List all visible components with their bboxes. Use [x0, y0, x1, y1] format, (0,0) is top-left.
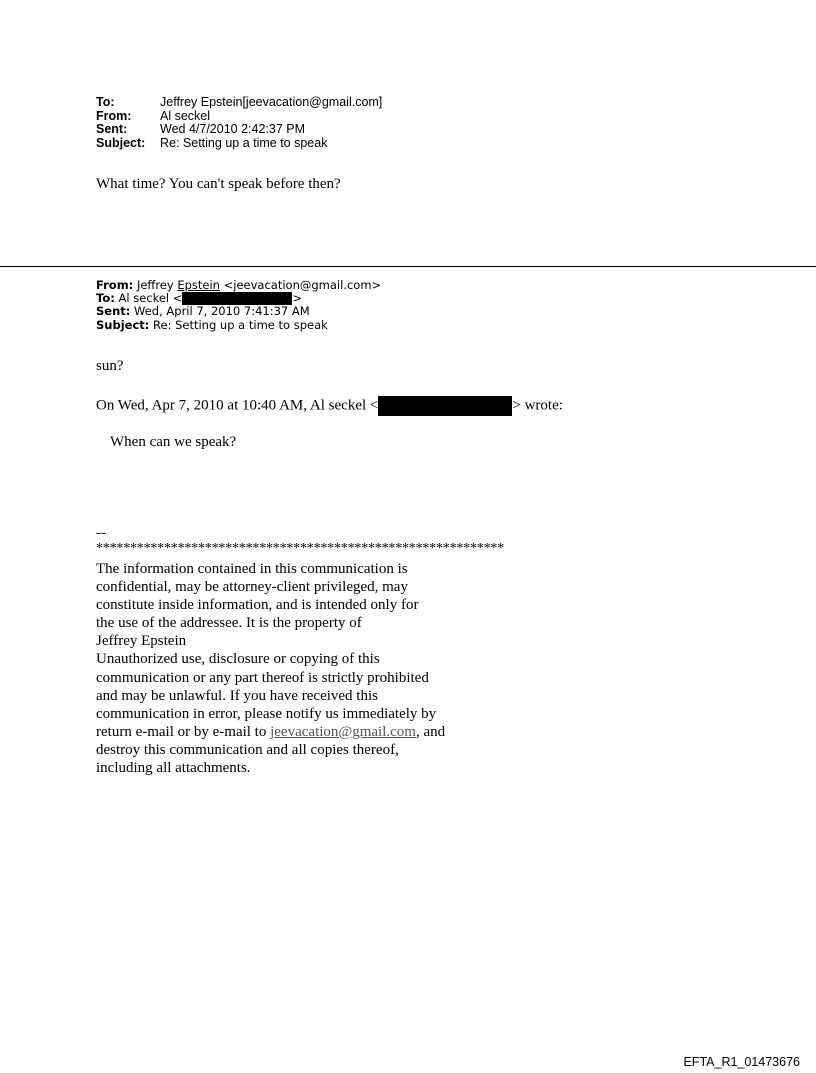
quoted-text: When can we speak? — [110, 434, 237, 450]
quote-intro: On Wed, Apr 7, 2010 at 10:40 AM, Al seckel < — [96, 397, 379, 414]
to-row — [96, 96, 382, 110]
divider-line — [0, 266, 816, 267]
document-id: EFTA_R1_01473676 — [683, 1055, 800, 1069]
sig-dashes: -- — [96, 525, 106, 541]
redaction-block — [378, 396, 512, 416]
fwd-subject-label: Subject: — [96, 317, 150, 332]
fwd-to-value: Al seckel < — [118, 291, 183, 306]
fwd-subject-row — [96, 319, 381, 332]
subject-label: Subject: — [96, 135, 146, 150]
subject-value: Re: Setting up a time to speak — [160, 135, 328, 150]
fwd-sent-label: Sent: — [96, 304, 131, 319]
from-label: From: — [96, 108, 132, 123]
fwd-sent-value: Wed, April 7, 2010 7:41:37 AM — [134, 304, 310, 319]
quote-wrote: > wrote: — [512, 397, 563, 414]
fwd-to-label: To: — [96, 291, 115, 306]
fwd-from-label: From: — [96, 278, 134, 292]
body-sun: sun? — [96, 358, 124, 374]
to-label: To: — [96, 95, 115, 109]
disclaimer-line: constitute inside information, and is intended only for — [96, 597, 419, 614]
reply-body: What time? You can't speak before then? — [96, 176, 341, 192]
to-value: Jeffrey Epstein[jeevacation@gmail.com] — [160, 95, 383, 109]
disclaimer-line: communication in error, please notify us immediately by — [96, 705, 437, 722]
disclaimer-line: including all attachments. — [96, 760, 251, 777]
from-row — [96, 110, 382, 124]
forwarded-header — [96, 279, 381, 332]
disclaimer-line: communication or any part thereof is strictly prohibited — [96, 669, 429, 686]
disclaimer-line: the use of the addressee. It is the property of — [96, 615, 362, 632]
email-link[interactable]: jeevacation@gmail.com — [270, 723, 416, 740]
disclaimer-return-line — [96, 723, 445, 741]
disclaimer-line: and may be unlawful. If you have received this — [96, 687, 378, 704]
disclaimer-line: Jeffrey Epstein — [96, 633, 187, 650]
fwd-to-suffix: > — [292, 291, 303, 306]
disclaimer-line: confidential, may be attorney-client privileged, may — [96, 579, 408, 596]
disclaimer — [96, 560, 445, 777]
email-header — [96, 96, 382, 150]
return-prefix: return e-mail or by e-mail to — [96, 723, 271, 740]
from-value: Al seckel — [160, 108, 211, 123]
subject-row — [96, 137, 382, 151]
fwd-from-name-b: Epstein — [177, 278, 220, 292]
quote-intro-line — [96, 396, 563, 416]
sent-row — [96, 123, 382, 137]
disclaimer-line: destroy this communication and all copies thereof, — [96, 741, 399, 758]
sent-value: Wed 4/7/2010 2:42:37 PM — [160, 122, 306, 136]
fwd-from-name-a: Jeffrey — [136, 278, 174, 292]
sig-stars: ************************************************************ — [96, 541, 505, 556]
disclaimer-line: The information contained in this communication is — [96, 561, 408, 577]
redaction-block — [182, 292, 292, 305]
fwd-subject-value: Re: Setting up a time to speak — [153, 317, 328, 332]
return-suffix: , and — [415, 723, 446, 740]
sent-label: Sent: — [96, 122, 128, 136]
fwd-from-email: <jeevacation@gmail.com> — [223, 278, 382, 292]
disclaimer-line: Unauthorized use, disclosure or copying of this — [96, 651, 380, 668]
